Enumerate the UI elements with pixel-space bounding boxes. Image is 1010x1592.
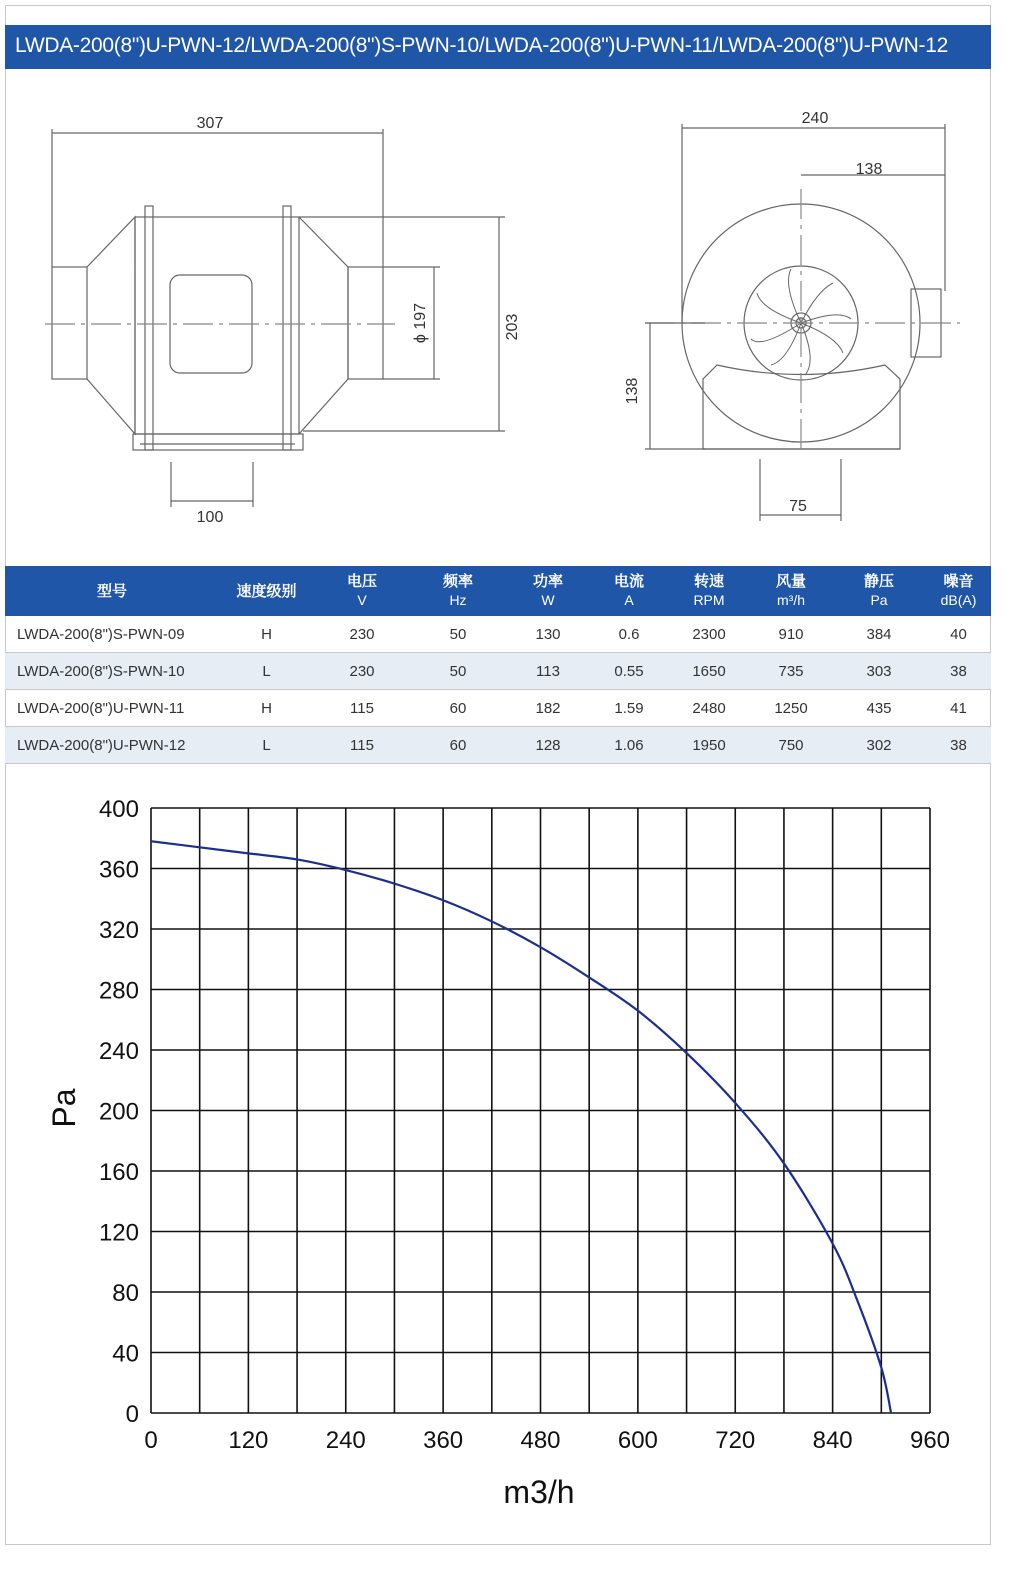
dim-half-width-label: 138 xyxy=(855,161,883,178)
col-header: 噪音 dB(A) xyxy=(926,566,991,616)
table-cell: 38 xyxy=(926,653,991,690)
x-tick-label: 0 xyxy=(144,1427,158,1454)
table-cell: 2480 xyxy=(668,690,750,727)
table-cell: LWDA-200(8")S-PWN-09 xyxy=(5,616,219,653)
table-cell: 2300 xyxy=(668,616,750,653)
col-header: 电流 A xyxy=(590,566,668,616)
y-tick-label: 320 xyxy=(98,917,139,944)
table-cell: 0.55 xyxy=(590,653,668,690)
table-cell: L xyxy=(219,653,314,690)
table-cell: H xyxy=(219,616,314,653)
y-tick-label: 240 xyxy=(98,1038,139,1065)
y-tick-label: 160 xyxy=(98,1159,139,1186)
y-tick-label: 360 xyxy=(98,856,139,884)
table-row xyxy=(5,616,991,653)
col-header: 功率 W xyxy=(506,566,590,616)
table-cell: 1950 xyxy=(668,727,750,764)
y-tick-label: 280 xyxy=(98,977,139,1005)
dim-height-label: 203 xyxy=(504,313,521,341)
table-cell: 60 xyxy=(410,690,506,727)
x-tick-label: 480 xyxy=(520,1427,561,1454)
spec-table xyxy=(5,566,991,764)
table-cell: 750 xyxy=(750,727,832,764)
table-cell: 910 xyxy=(750,616,832,653)
title-bar xyxy=(5,25,991,69)
front-view-drawing xyxy=(645,124,960,521)
x-tick-label: 720 xyxy=(715,1427,756,1454)
chart-svg xyxy=(5,770,991,1540)
table-cell: 60 xyxy=(410,727,506,764)
page-title: LWDA-200(8")U-PWN-12/LWDA-200(8")S-PWN-10/LWDA-200(8")U-PWN-11/LWDA-200(8")U-PWN-12 xyxy=(15,34,948,57)
table-cell: 1.06 xyxy=(590,727,668,764)
y-tick-label: 200 xyxy=(98,1098,139,1126)
table-cell: LWDA-200(8")S-PWN-10 xyxy=(5,653,219,690)
y-axis-label: Pa xyxy=(46,1088,82,1128)
table-cell: 230 xyxy=(314,616,410,653)
x-tick-label: 600 xyxy=(617,1427,658,1454)
table-cell: 115 xyxy=(314,690,410,727)
dim-front-base-label: 75 xyxy=(789,498,807,515)
table-cell: 0.6 xyxy=(590,616,668,653)
table-cell: 115 xyxy=(314,727,410,764)
table-cell: 230 xyxy=(314,653,410,690)
series-line xyxy=(151,841,891,1413)
col-header: 型号 xyxy=(5,566,219,616)
table-cell: 130 xyxy=(506,616,590,653)
x-tick-label: 960 xyxy=(909,1427,951,1454)
col-header: 转速 RPM xyxy=(668,566,750,616)
x-axis-label: m3/h xyxy=(503,1474,575,1510)
col-header: 静压 Pa xyxy=(832,566,926,616)
table-cell: H xyxy=(219,690,314,727)
y-tick-label: 400 xyxy=(98,796,139,823)
table-cell: 1650 xyxy=(668,653,750,690)
table-cell: 40 xyxy=(926,616,991,653)
y-tick-label: 80 xyxy=(112,1280,139,1307)
table-cell: 50 xyxy=(410,653,506,690)
table-cell: 302 xyxy=(832,727,926,764)
table-cell: 1.59 xyxy=(590,690,668,727)
table-cell: 182 xyxy=(506,690,590,727)
y-tick-label: 40 xyxy=(112,1340,139,1368)
x-tick-label: 840 xyxy=(812,1427,853,1454)
dim-base-label: 100 xyxy=(196,509,224,526)
y-tick-label: 120 xyxy=(98,1219,139,1247)
col-header: 风量 m³/h xyxy=(750,566,832,616)
table-cell: LWDA-200(8")U-PWN-12 xyxy=(5,727,219,764)
table-cell: 1250 xyxy=(750,690,832,727)
table-row xyxy=(5,690,991,727)
table-cell: 303 xyxy=(832,653,926,690)
table-cell: 38 xyxy=(926,727,991,764)
x-tick-label: 120 xyxy=(228,1427,269,1454)
table-row xyxy=(5,653,991,690)
col-header: 频率 Hz xyxy=(410,566,506,616)
y-tick-label: 0 xyxy=(125,1401,139,1428)
table-cell: 384 xyxy=(832,616,926,653)
table-header-row xyxy=(5,566,991,616)
table-cell: 128 xyxy=(506,727,590,764)
col-header: 电压 V xyxy=(314,566,410,616)
table-cell: 435 xyxy=(832,690,926,727)
table-cell: 113 xyxy=(506,653,590,690)
table-cell: 50 xyxy=(410,616,506,653)
dim-length-label: 307 xyxy=(196,115,224,132)
dim-center-height-label: 138 xyxy=(624,377,641,405)
table-cell: LWDA-200(8")U-PWN-11 xyxy=(5,690,219,727)
table-cell: L xyxy=(219,727,314,764)
col-header: 速度级别 xyxy=(219,566,314,616)
dim-width-label: 240 xyxy=(801,110,829,127)
table-row xyxy=(5,727,991,764)
x-tick-label: 240 xyxy=(325,1427,366,1454)
table-cell: 735 xyxy=(750,653,832,690)
performance-chart xyxy=(5,770,991,1540)
table-cell: 41 xyxy=(926,690,991,727)
technical-drawing xyxy=(5,69,991,566)
side-view-drawing xyxy=(45,129,505,507)
dim-diameter-label: ϕ 197 xyxy=(412,302,429,344)
x-tick-label: 360 xyxy=(423,1427,464,1454)
